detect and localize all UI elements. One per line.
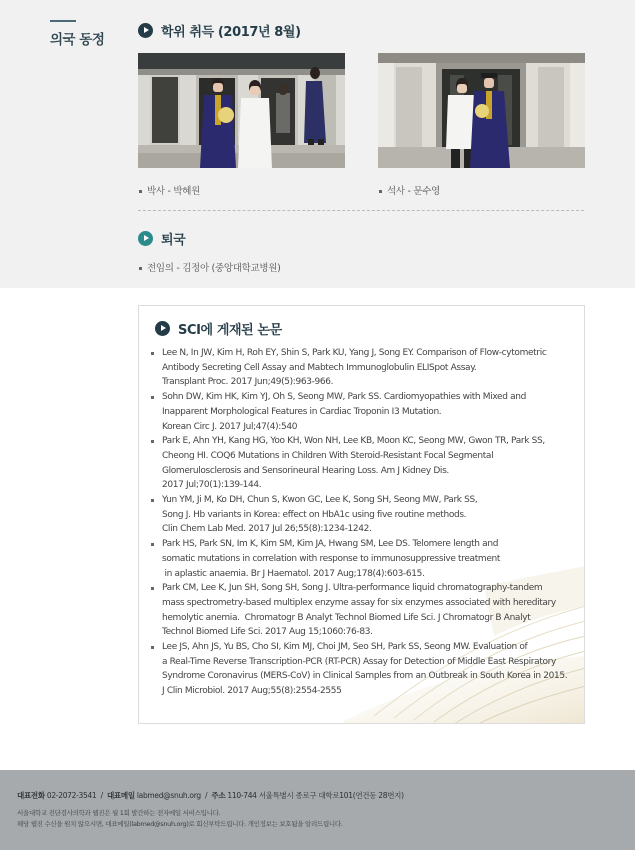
sci-papers-box <box>138 305 585 724</box>
footer <box>0 770 635 850</box>
paper-list <box>151 346 576 699</box>
leave-heading <box>138 229 185 248</box>
news-section <box>0 0 635 288</box>
play-circle-icon <box>138 23 153 38</box>
paper-item: Park E, Ahn YH, Kang HG, Yoo KH, Won NH, Lee KB, Moon KC, Seong MW, Gwon TR, Park SS, Cheong HI. COQ6 Mutations in Children With Steroid-Resistant Focal Segmental Glomerulosclerosis and Sensorineural Hearing Loss. Am J Kidney Dis. 2017 Jul;70(1):139-144. <box>151 434 576 493</box>
paper-item: Park CM, Lee K, Jun SH, Song SH, Song J. Ultra-performance liquid chromatography-tandem mass spectrometry-based multiplex enzyme assay for six enzymes associated with hereditary hemolytic anemia. Chromatogr B Analyt Technol Biomed Life Sci. J Chromatogr B Analyt Technol Biomed Life Sci. 2017 Aug 15;1060:76-83. <box>151 581 576 640</box>
footer-contact: 대표전화 02-2072-3541 / 대표메일 labmed@snuh.org / 주소 110-744 서울특별시 종로구 대학로101(연건동 28번지) <box>17 791 404 800</box>
leave-heading-label: 퇴국 <box>161 233 186 248</box>
title-rule <box>50 20 76 22</box>
phone-label: 대표전화 <box>17 791 45 800</box>
caption-masters: 석사 - 문수영 <box>379 183 440 197</box>
email-label: 대표메일 <box>106 791 135 800</box>
play-circle-icon <box>155 321 170 336</box>
paper-item: Sohn DW, Kim HK, Kim YJ, Oh S, Seong MW, Park SS. Cardiomyopathies with Mixed and Inapparent Morphological Features in Cardiac Troponin I3 Mutation. Korean Circ J. 2017 Jul;47(4):540 <box>151 390 576 434</box>
graduation-photo-phd <box>138 53 345 168</box>
paper-item: Lee JS, Ahn JS, Yu BS, Cho SI, Kim MJ, Choi JM, Seo SH, Park SS, Seong MW. Evaluation of a Real-Time Reverse Transcription-PCR (RT-PCR) Assay for Detection of Middle East Respiratory Syndrome Coronavirus (MERS-CoV) in Clinical Samples from an Outbreak in South Korea in 2015. J Clin Microbiol. 2017 Aug;55(8):2554-2555 <box>151 640 576 699</box>
section-title: 의국 동정 <box>50 32 105 48</box>
paper-item: Lee N, In JW, Kim H, Roh EY, Shin S, Park KU, Yang J, Song EY. Comparison of Flow-cytometric Antibody Secreting Cell Assay and Mabtech Immunoglobulin ELISpot Assay. Transplant Proc. 2017 Jun;49(5):963-966. <box>151 346 576 390</box>
address-label: 주소 <box>211 791 226 800</box>
play-circle-icon <box>138 231 153 246</box>
phone-number: 02-2072-3541 <box>46 791 97 800</box>
leave-item: 전임의 - 김정아 (중앙대학교병원) <box>139 260 281 274</box>
footer-notice: 서울대학교 진단검사의학과 웹진은 월 1회 발간하는 전자메일 서비스입니다. <box>17 809 221 817</box>
sci-heading <box>155 319 282 338</box>
graduation-photo-masters <box>378 53 585 168</box>
sci-heading-label: SCI에 게재된 논문 <box>178 323 282 338</box>
address-text: 110-744 서울특별시 종로구 대학로101(연건동 28번지) <box>227 791 404 800</box>
paper-item: Yun YM, Ji M, Ko DH, Chun S, Kwon GC, Lee K, Song SH, Seong MW, Park SS, Song J. Hb variants in Korea: effect on HbA1c using five routine methods. Clin Chem Lab Med. 2017 Jul 26;55(8):1234-1242. <box>151 493 576 537</box>
divider <box>138 210 584 211</box>
degree-heading-label: 학위 취득 (2017년 8월) <box>161 25 301 40</box>
degree-heading <box>138 21 301 40</box>
caption-phd: 박사 - 박혜원 <box>139 183 200 197</box>
email-link[interactable]: labmed@snuh.org <box>136 791 201 800</box>
footer-unsubscribe: 해당 웹진 수신을 원치 않으시면, 대표메일(labmed@snuh.org)로 회신부탁드립니다. 개인정보는 보호됨을 알려드립니다. <box>17 820 343 828</box>
paper-item: Park HS, Park SN, Im K, Kim SM, Kim JA, Hwang SM, Lee DS. Telomere length and somatic mutations in correlation with response to immunosuppressive treatment in aplastic anaemia. Br J Haematol. 2017 Aug;178(4):603-615. <box>151 537 576 581</box>
